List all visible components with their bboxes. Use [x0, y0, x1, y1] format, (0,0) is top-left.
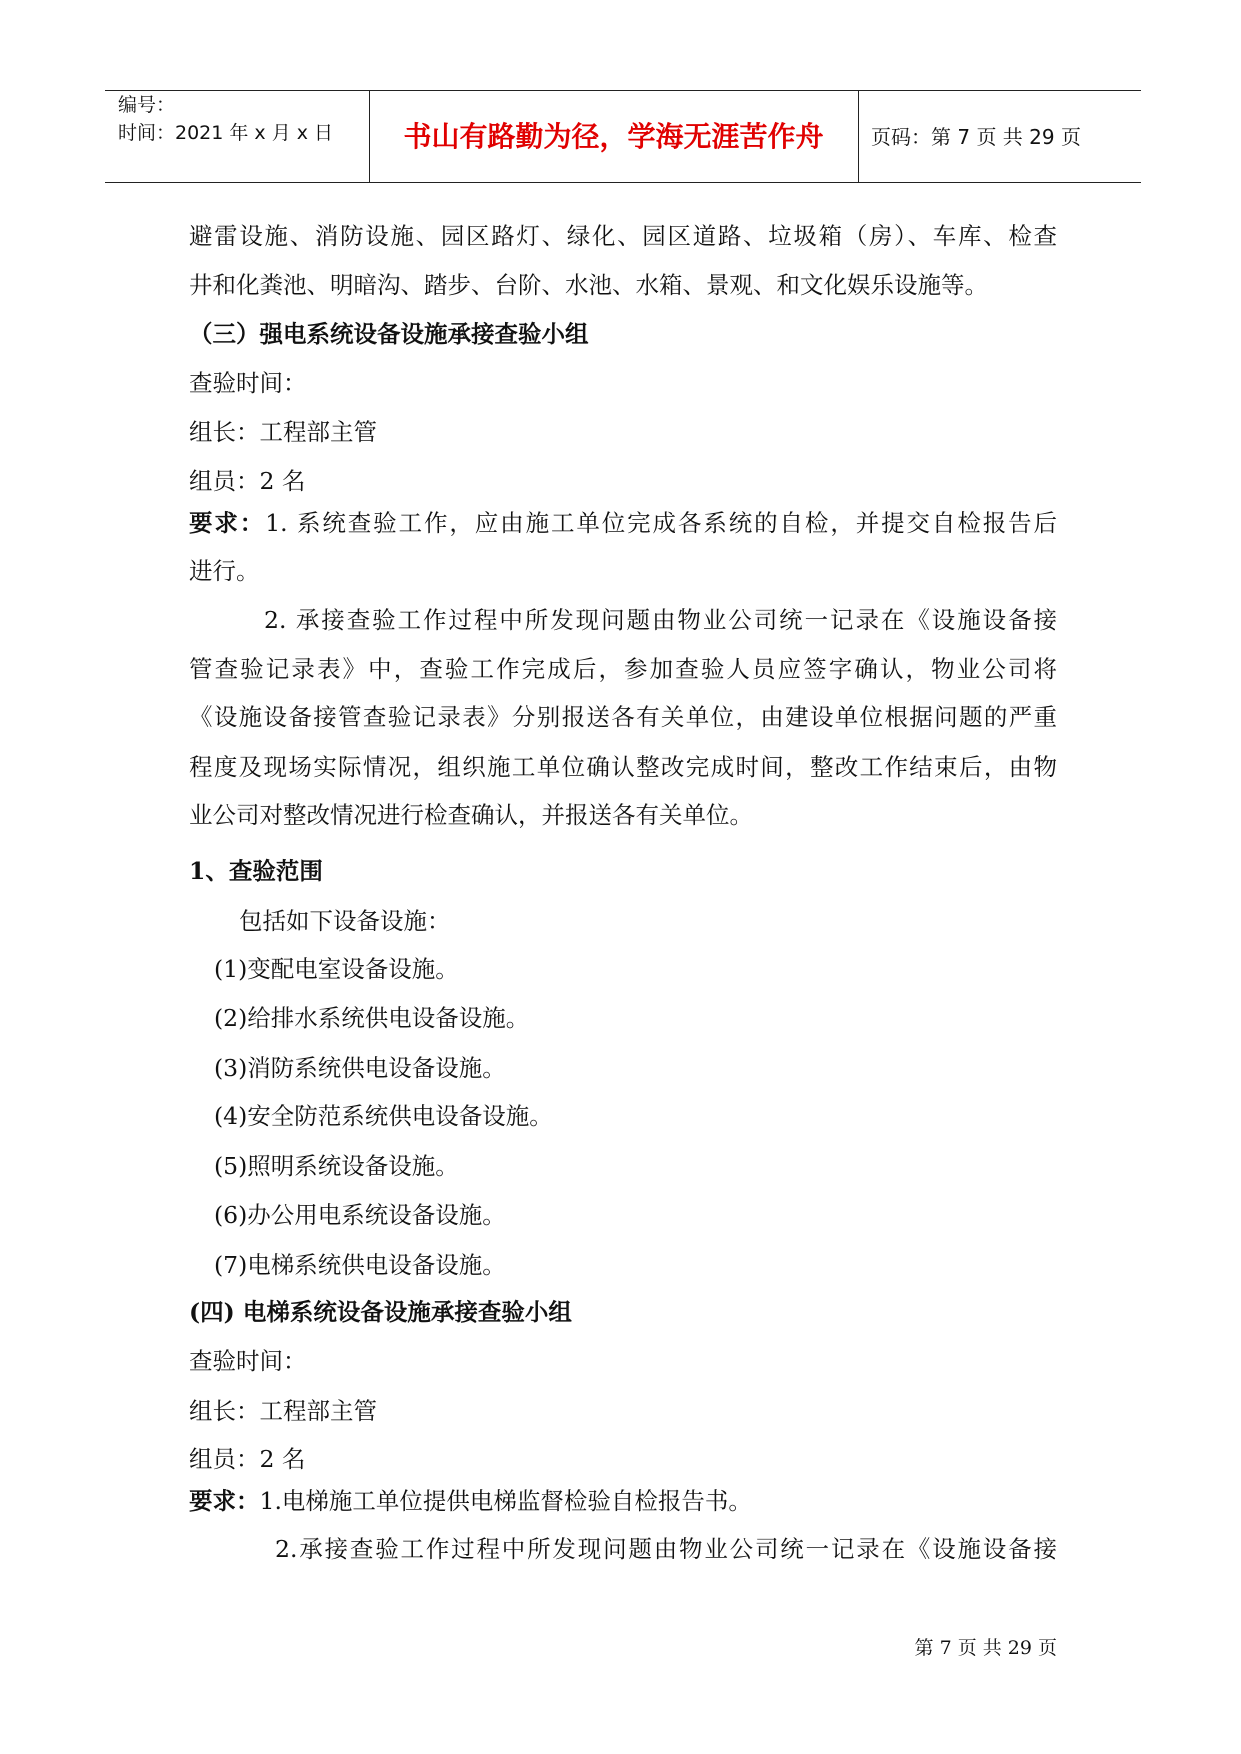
body-line: 查验时间： — [189, 1347, 307, 1375]
list-item: (7)电梯系统供电设备设施。 — [214, 1251, 506, 1279]
list-item: (4)安全防范系统供电设备设施。 — [214, 1102, 553, 1130]
requirement-text: 1. 系统查验工作，应由施工单位完成各系统的自检，并提交自检报告后 — [265, 509, 1057, 537]
requirement-line — [189, 508, 1057, 538]
body-line: 避雷设施、消防设施、园区路灯、绿化、园区道路、垃圾箱（房）、车库、检查 — [189, 222, 1057, 250]
section-heading: (四) 电梯系统设备设施承接查验小组 — [189, 1298, 572, 1326]
body-line: 组长：工程部主管 — [189, 418, 377, 446]
header-divider-right — [858, 90, 859, 183]
document-number-label: 编号： — [118, 94, 176, 116]
section-heading: 1、查验范围 — [189, 857, 323, 885]
body-line: 管查验记录表》中，查验工作完成后，参加查验人员应签字确认，物业公司将 — [189, 655, 1057, 683]
body-line: 组员：2 名 — [189, 467, 306, 495]
header-top-rule — [105, 90, 1141, 91]
body-line: 2. 承接查验工作过程中所发现问题由物业公司统一记录在《设施设备接 — [264, 606, 1057, 634]
section-heading: （三）强电系统设备设施承接查验小组 — [189, 320, 589, 348]
body-line: 2.承接查验工作过程中所发现问题由物业公司统一记录在《设施设备接 — [275, 1535, 1057, 1563]
header-page-label: 页码：第 7 页 共 29 页 — [871, 125, 1081, 149]
list-item: (3)消防系统供电设备设施。 — [214, 1054, 506, 1082]
requirement-label: 要求： — [189, 509, 266, 537]
page-footer: 第 7 页 共 29 页 — [914, 1637, 1057, 1659]
requirement-line — [189, 1486, 1057, 1516]
list-item: (2)给排水系统供电设备设施。 — [214, 1004, 530, 1032]
list-item: (5)照明系统设备设施。 — [214, 1152, 459, 1180]
body-line: 查验时间： — [189, 369, 307, 397]
list-item: (6)办公用电系统设备设施。 — [214, 1201, 506, 1229]
header-motto: 书山有路勤为径，学海无涯苦作舟 — [403, 120, 824, 153]
body-line: 井和化粪池、明暗沟、踏步、台阶、水池、水箱、景观、和文化娱乐设施等。 — [189, 271, 988, 299]
list-item: (1)变配电室设备设施。 — [214, 955, 459, 983]
body-line: 《设施设备接管查验记录表》分别报送各有关单位，由建设单位根据问题的严重 — [189, 703, 1057, 731]
document-time-label: 时间：2021 年 x 月 x 日 — [118, 122, 334, 144]
header-bottom-rule — [105, 182, 1141, 183]
body-line: 包括如下设备设施： — [239, 907, 451, 935]
body-line: 组长：工程部主管 — [189, 1397, 377, 1425]
requirement-label: 要求： — [189, 1487, 260, 1515]
body-line: 组员：2 名 — [189, 1445, 306, 1473]
body-line: 程度及现场实际情况，组织施工单位确认整改完成时间，整改工作结束后，由物 — [189, 753, 1057, 781]
body-line: 进行。 — [189, 557, 260, 585]
requirement-text: 1.电梯施工单位提供电梯监督检验自检报告书。 — [259, 1487, 752, 1515]
body-line: 业公司对整改情况进行检查确认，并报送各有关单位。 — [189, 801, 753, 829]
